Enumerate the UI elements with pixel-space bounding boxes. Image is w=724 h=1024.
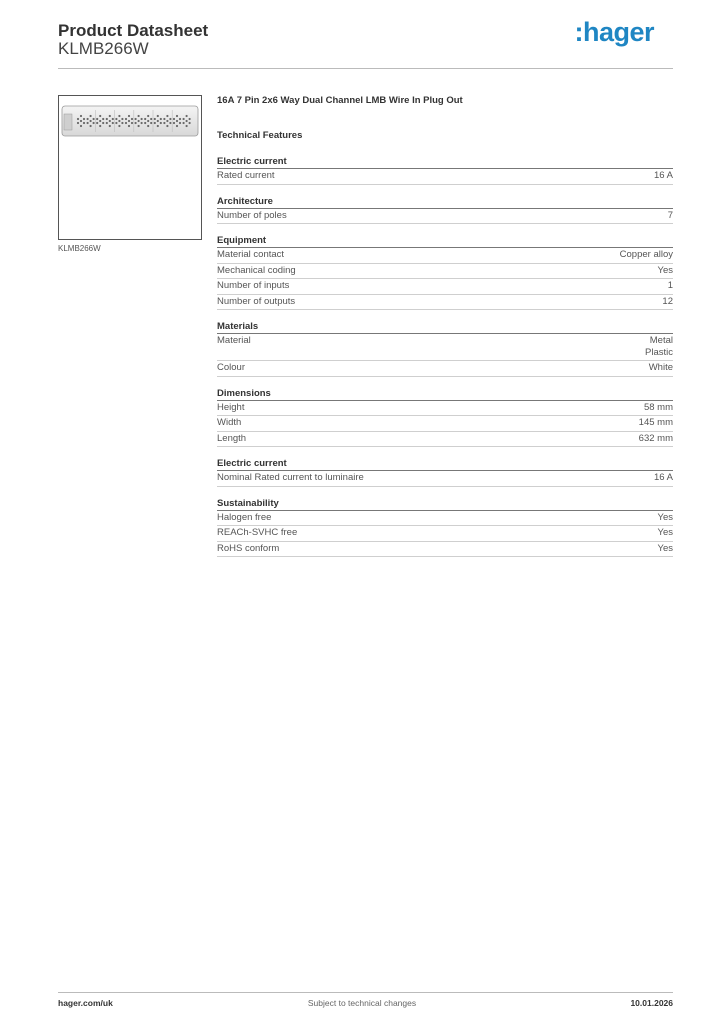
socket-pin xyxy=(80,120,82,122)
spec-label: Height xyxy=(217,401,245,413)
socket-pin xyxy=(128,125,130,127)
spec-row xyxy=(217,169,673,185)
feature-sections xyxy=(217,156,673,557)
socket-pin xyxy=(131,118,133,120)
socket-pin xyxy=(128,120,130,122)
socket-pin xyxy=(99,115,101,117)
spec-label: Material contact xyxy=(217,249,285,260)
socket-pin xyxy=(102,118,104,120)
product-image-caption: KLMB266W xyxy=(58,244,101,253)
socket-pin xyxy=(77,118,79,120)
socket-pin xyxy=(179,118,181,120)
footer-divider xyxy=(58,992,673,993)
feature-section xyxy=(217,235,673,310)
spec-row xyxy=(217,416,673,432)
socket-pin xyxy=(138,120,140,122)
page-title: Product Datasheet xyxy=(58,21,209,40)
spec-label: REACh-SVHC free xyxy=(217,527,298,538)
socket-pin xyxy=(176,120,178,122)
feature-section xyxy=(217,196,673,225)
spec-value xyxy=(654,170,673,182)
socket-pin xyxy=(106,118,108,120)
socket-pin xyxy=(179,122,181,124)
spec-value xyxy=(668,210,673,222)
product-code: KLMB266W xyxy=(58,39,149,58)
spec-value xyxy=(662,296,673,308)
section-title: Architecture xyxy=(217,196,673,209)
feature-section xyxy=(217,458,673,487)
socket-pin xyxy=(169,122,171,124)
spec-row xyxy=(217,542,673,558)
spec-row xyxy=(217,334,673,361)
socket-pin xyxy=(90,120,92,122)
socket-pin xyxy=(125,122,127,124)
feature-section xyxy=(217,388,673,448)
socket-pin xyxy=(128,115,130,117)
spec-label: Nominal Rated current to luminaire xyxy=(217,472,364,483)
socket-pin xyxy=(115,122,117,124)
socket-pin xyxy=(121,118,123,120)
spec-value-line: 1 xyxy=(667,280,673,291)
spec-value xyxy=(658,265,674,277)
spec-value-line: 145 mm xyxy=(638,417,673,428)
spec-row xyxy=(217,264,673,280)
spec-row xyxy=(217,361,673,377)
spec-row xyxy=(217,279,673,295)
socket-pin xyxy=(112,122,114,124)
socket-pin xyxy=(189,118,191,120)
footer-website: hager.com/uk xyxy=(58,998,113,1008)
socket-pin xyxy=(173,118,175,120)
spec-value xyxy=(639,417,673,429)
feature-section xyxy=(217,498,673,558)
socket-pin xyxy=(144,118,146,120)
socket-pin xyxy=(183,122,185,124)
spec-value-line: Yes xyxy=(657,527,673,538)
spec-value xyxy=(649,362,673,374)
socket-pin xyxy=(163,118,165,120)
socket-pin xyxy=(93,118,95,120)
spec-row xyxy=(217,511,673,527)
product-image-drawing xyxy=(59,96,201,239)
socket-pin xyxy=(87,118,89,120)
socket-pin xyxy=(183,118,185,120)
spec-row xyxy=(217,526,673,542)
spec-row xyxy=(217,471,673,487)
socket-pin xyxy=(135,122,137,124)
socket-pin xyxy=(109,125,111,127)
section-title: Materials xyxy=(217,321,673,334)
spec-value xyxy=(668,280,673,292)
socket-pin xyxy=(115,118,117,120)
section-title: Equipment xyxy=(217,235,673,248)
section-title: Electric current xyxy=(217,156,673,169)
spec-value xyxy=(639,433,673,445)
socket-pin xyxy=(80,125,82,127)
hager-logo: :hager xyxy=(574,17,654,47)
spec-value xyxy=(658,543,674,555)
socket-pin xyxy=(157,120,159,122)
spec-label: Rated current xyxy=(217,170,275,181)
socket-pin xyxy=(186,115,188,117)
socket-pin xyxy=(109,120,111,122)
socket-pin xyxy=(150,122,152,124)
footer-notice: Subject to technical changes xyxy=(307,998,417,1008)
socket-pin xyxy=(83,122,85,124)
socket-pin xyxy=(160,122,162,124)
spec-value xyxy=(658,512,674,524)
spec-label: Number of outputs xyxy=(217,295,296,307)
socket-pin xyxy=(96,118,98,120)
socket-pin xyxy=(118,125,120,127)
feature-section xyxy=(217,156,673,185)
socket-pin xyxy=(80,115,82,117)
socket-pin xyxy=(135,118,137,120)
spec-value-line: Yes xyxy=(657,264,673,276)
spec-value-line: 16 A xyxy=(653,472,673,483)
socket-pin xyxy=(147,115,149,117)
socket-pin xyxy=(141,118,143,120)
socket-pin xyxy=(125,118,127,120)
spec-value-line: White xyxy=(648,362,673,373)
spec-row xyxy=(217,295,673,311)
socket-pin xyxy=(102,122,104,124)
spec-label: Mechanical coding xyxy=(217,264,296,276)
socket-pin xyxy=(186,125,188,127)
socket-pin xyxy=(157,115,159,117)
spec-value-line: 58 mm xyxy=(643,401,673,413)
socket-pin xyxy=(83,118,85,120)
product-name: 16A 7 Pin 2x6 Way Dual Channel LMB Wire In Plug Out xyxy=(217,95,463,106)
socket-pin xyxy=(118,115,120,117)
socket-pin xyxy=(157,125,159,127)
spec-value-line: Yes xyxy=(657,542,673,554)
socket-pin xyxy=(163,122,165,124)
spec-row xyxy=(217,432,673,448)
socket-pin xyxy=(189,122,191,124)
socket-pin xyxy=(173,122,175,124)
spec-value xyxy=(645,335,673,358)
socket-pin xyxy=(154,122,156,124)
logo-text: hager xyxy=(582,17,654,47)
socket-pin xyxy=(186,120,188,122)
socket-pin xyxy=(109,115,111,117)
socket-pin xyxy=(138,115,140,117)
socket-pin xyxy=(121,122,123,124)
spec-label: Number of poles xyxy=(217,209,287,221)
socket-pin xyxy=(176,115,178,117)
socket-pin xyxy=(77,122,79,124)
spec-label: Length xyxy=(217,432,247,444)
spec-label: Colour xyxy=(217,362,245,373)
socket-pin xyxy=(150,118,152,120)
socket-pin xyxy=(166,120,168,122)
footer-date: 10.01.2026 xyxy=(630,998,673,1008)
socket-pin xyxy=(147,125,149,127)
spec-value xyxy=(654,472,673,484)
socket-pin xyxy=(87,122,89,124)
spec-value-line: Plastic xyxy=(645,346,673,358)
socket-pin xyxy=(169,118,171,120)
socket-pin xyxy=(144,122,146,124)
socket-pin xyxy=(166,125,168,127)
spec-row xyxy=(217,248,673,264)
socket-pin xyxy=(131,122,133,124)
socket-pin xyxy=(90,125,92,127)
socket-pin xyxy=(96,122,98,124)
spec-value xyxy=(644,402,673,414)
product-image xyxy=(58,95,202,240)
socket-pin xyxy=(154,118,156,120)
spec-value-line: 632 mm xyxy=(638,432,673,444)
section-title: Dimensions xyxy=(217,388,673,401)
spec-label: Width xyxy=(217,417,242,428)
spec-value-line: 12 xyxy=(662,295,673,307)
socket-pin xyxy=(176,125,178,127)
spec-value-line: Copper alloy xyxy=(619,249,673,260)
spec-label: Number of inputs xyxy=(217,280,290,291)
spec-row xyxy=(217,209,673,225)
socket-pin xyxy=(138,125,140,127)
socket-pin xyxy=(160,118,162,120)
socket-pin xyxy=(90,115,92,117)
spec-value-line: Yes xyxy=(657,511,673,523)
socket-pin xyxy=(106,122,108,124)
spec-value xyxy=(620,249,673,261)
header-divider xyxy=(58,68,673,69)
socket-pin xyxy=(93,122,95,124)
spec-value-line: 7 xyxy=(667,209,673,221)
socket-pin xyxy=(112,118,114,120)
spec-row xyxy=(217,401,673,417)
feature-section xyxy=(217,321,673,377)
spec-value xyxy=(658,527,674,539)
spec-label: Material xyxy=(217,335,251,346)
socket-pin xyxy=(147,120,149,122)
spec-label: Halogen free xyxy=(217,511,272,523)
spec-value-line: 16 A xyxy=(653,170,673,181)
socket-pin xyxy=(99,125,101,127)
socket-pin xyxy=(166,115,168,117)
socket-pin xyxy=(141,122,143,124)
socket-pin xyxy=(99,120,101,122)
spec-value-line: Metal xyxy=(649,335,673,346)
spec-label: RoHS conform xyxy=(217,542,280,554)
datasheet-content xyxy=(217,95,673,568)
socket-pin xyxy=(118,120,120,122)
technical-features-heading: Technical Features xyxy=(217,130,303,141)
section-title: Sustainability xyxy=(217,498,673,511)
section-title: Electric current xyxy=(217,458,673,471)
